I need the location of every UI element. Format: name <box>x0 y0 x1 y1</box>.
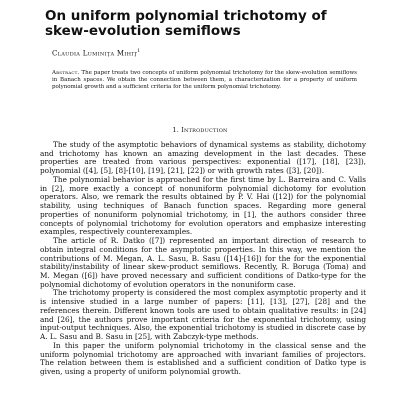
paragraph: The trichotomy property is considered the most complex asymptotic property and it is intensive studied in a large number of papers: [11], [13], [27], [28] and the references therein. Different known tools are used to obtain qualitative results: in [24] and [26], the authors prove important criteria for the exponential trichotomy, using input-output techniques. Also, the exponential trichotomy is studied in discrete case by A. L. Sasu and B. Sasu in [25], with Zabczyk-type methods. <box>40 288 366 342</box>
paragraph: The study of the asymptotic behaviors of dynamical systems as stability, dichotomy and trichotomy has known an amazing development in the last decades. These properties are treated from various perspectives: exponential ([17], [18], [23]), polynomial ([4], [5], [8]-[10], [19], [21], [22]) or with growth rates ([3], [20]). <box>40 140 366 176</box>
author-name: Claudia Luminiţa Mihiţ <box>52 49 138 58</box>
paragraph: In this paper the uniform polynomial trichotomy in the classical sense and the uniform polynomial trichotomy are approached with invariant families of projectors. The relation between them is established and a sufficient condition of Datko type is given, using a property of uniform polynomial growth. <box>40 340 366 377</box>
abstract-label: Abstract. <box>52 70 80 76</box>
author-line <box>52 49 140 57</box>
introduction-body <box>40 141 366 377</box>
abstract-text: The paper treats two concepts of uniform polynomial trichotomy for the skew-evolution semiflows in Banach spaces. We obtain the connection between them, a characterization for a property of uniform polynomial growth and a sufficient criteria for the uniform polynomial trichotomy. <box>52 70 358 91</box>
paragraph: The polynomial behavior is approached for the first time by L. Barreira and C. Valls in [2], more exactly a concept of nonuniform polynomial dichotomy for evolution operators. Also, we remark the results obtained by P. V. Hai ([12]) for the polynomial stability, using techniques of Banach function spaces. Regarding more general properties of nonuniform polynomial trichotomy, in [1], the authors consider three concepts of polynomial trichotomy for evolution operators and emphasize interesting examples, respectively counterexamples. <box>40 174 366 237</box>
paragraph: The article of R. Datko ([7]) represented an important direction of research to obtain integral conditions for the asymptotic properties. In this way, we mention the contributions of M. Megan, A. L. Sasu, B. Sasu ([14]-[16]) for the for the exponential stability/instability of linear skew-product semiflows. Recently, R. Boruga (Toma) and M. Megan ([6]) have proved necessary and sufficient conditions of Datko-type for the polynomial dichotomy of evolution operators in the nonuniform case. <box>40 236 366 289</box>
abstract <box>52 70 357 92</box>
section-title-introduction: 1. Introduction <box>172 126 228 134</box>
author-footnote-mark: 1 <box>137 49 141 54</box>
paper-title: On uniform polynomial trichotomy of skew-evolution semiflows <box>45 8 327 39</box>
